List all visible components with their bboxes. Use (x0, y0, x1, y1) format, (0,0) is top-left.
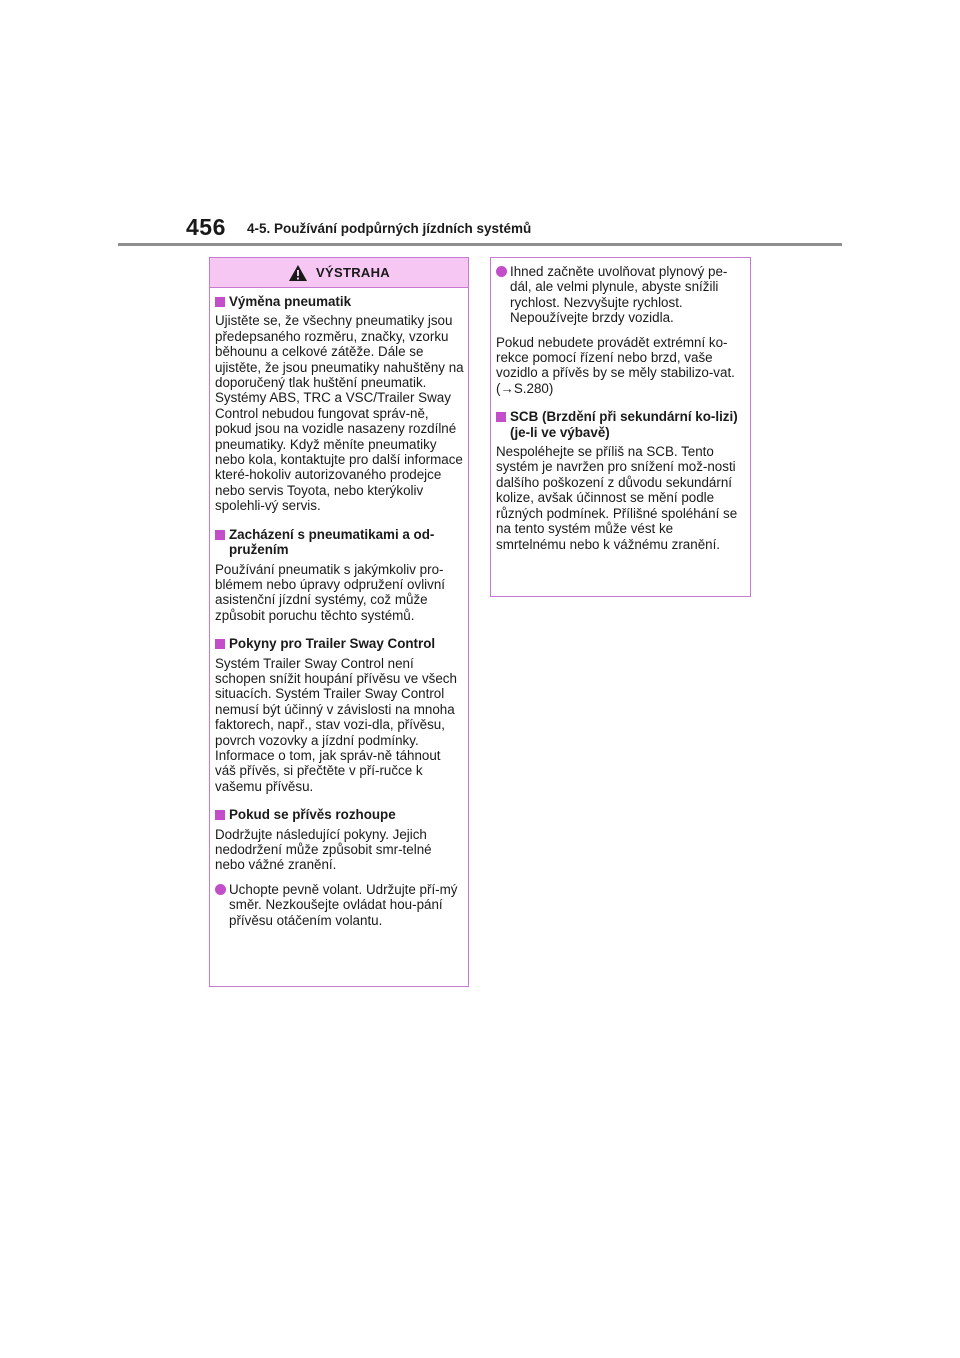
subheading-trailer-sway (215, 636, 464, 651)
header-rule (118, 243, 842, 246)
paragraph-trailer-sways: Dodržujte následující pokyny. Jejich nedodržení může způsobit smr-telné nebo vážné zranění. (215, 826, 432, 873)
page-number: 456 (186, 214, 226, 240)
list-item-text: Ihned začněte uvolňovat plynový pe-dál, ale velmi plynule, abyste snížili rychlost. Nezvyšujte rychlost. Nepoužívejte brzdy vozidla. (510, 264, 728, 326)
square-bullet-icon (215, 297, 225, 307)
subheading-text: Pokud se přívěs rozhoupe (229, 807, 396, 823)
warning-body-right (491, 258, 750, 567)
paragraph-tire-change: Ujistěte se, že všechny pneumatiky jsou předepsaného rozměru, značky, vzorku běhounu a celkové zátěže. Dále se ujistěte, že jsou pneumatiky nahuštěny na doporučený tlak huštění pneumatik. Systémy ABS, TRC a VSC/Trailer Sway Control nebudou fungovat správ-ně, pokud jsou na vozidle nasazeny rozdílné pneumatiky. Když měníte pneumatiky nebo kola, kontaktujte pro další informace které-hokoliv autorizovaného prodejce nebo servis Toyota, nebo kterýkoliv spolehli-vý servis. (215, 313, 464, 514)
list-item-text: Uchopte pevně volant. Udržujte pří-mý směr. Nezkoušejte ovládat hou-pání přívěsu otáčením volantu. (229, 881, 458, 928)
round-bullet-icon (215, 884, 226, 895)
warning-triangle-icon (288, 264, 308, 282)
square-bullet-icon (215, 810, 225, 820)
list-item (496, 264, 746, 326)
round-bullet-icon (496, 266, 507, 277)
square-bullet-icon (215, 639, 225, 649)
warning-box-left (209, 257, 469, 987)
warning-header (210, 258, 468, 288)
square-bullet-icon (496, 412, 506, 422)
subheading-text: Výměna pneumatik (229, 294, 352, 309)
paragraph-tire-suspension: Používání pneumatik s jakýmkoliv pro-blémem nebo úpravy odpružení ovlivní asistenční jízdní systémy, což může způsobit poruchu těchto systémů. (215, 561, 446, 623)
page-header (0, 0, 960, 250)
subheading-text: Zacházení s pneumatikami a od-pružením (229, 526, 435, 558)
warning-label: VÝSTRAHA (316, 265, 390, 280)
warning-box-right (490, 257, 751, 597)
section-title: 4-5. Používání podpůrných jízdních systémů (247, 221, 532, 236)
subheading-tire-change (215, 294, 464, 309)
paragraph-trailer-sway: Systém Trailer Sway Control není schopen snížit houpání přívěsu ve všech situacích. Systém Trailer Sway Control nemusí být účinný v závislosti na mnoha faktorech, např., stav vozi-dla, přívěsu, povrch vozovky a jízdní podmínky. Informace o tom, jak správ-ně táhnout váš přívěs, si přečtěte v pří-ručce k vašemu přívěsu. (215, 655, 457, 794)
subheading-trailer-sways (215, 807, 464, 822)
list-item (215, 882, 464, 928)
subheading-text: SCB (Brzdění při sekundární ko-lizi) (je-li ve výbavě) (510, 409, 738, 440)
paragraph-stabilize: Pokud nebudete provádět extrémní ko-rekce pomocí řízení nebo brzd, vaše vozidlo a přívěs by se měly stabilizo-vat. (→S.280) (496, 334, 735, 396)
warning-body-left (210, 288, 468, 943)
subheading-text: Pokyny pro Trailer Sway Control (229, 636, 436, 652)
square-bullet-icon (215, 530, 225, 540)
paragraph-scb: Nespoléhejte se příliš na SCB. Tento systém je navržen pro snížení mož-nosti dalšího poškození z důvodu sekundární kolize, avšak účinnost se mění podle různých podmínek. Přílišné spoléhání se na tento systém může vést ke smrtelnému nebo k vážnému zranění. (496, 444, 738, 552)
subheading-tire-suspension (215, 527, 464, 558)
subheading-scb (496, 409, 746, 440)
